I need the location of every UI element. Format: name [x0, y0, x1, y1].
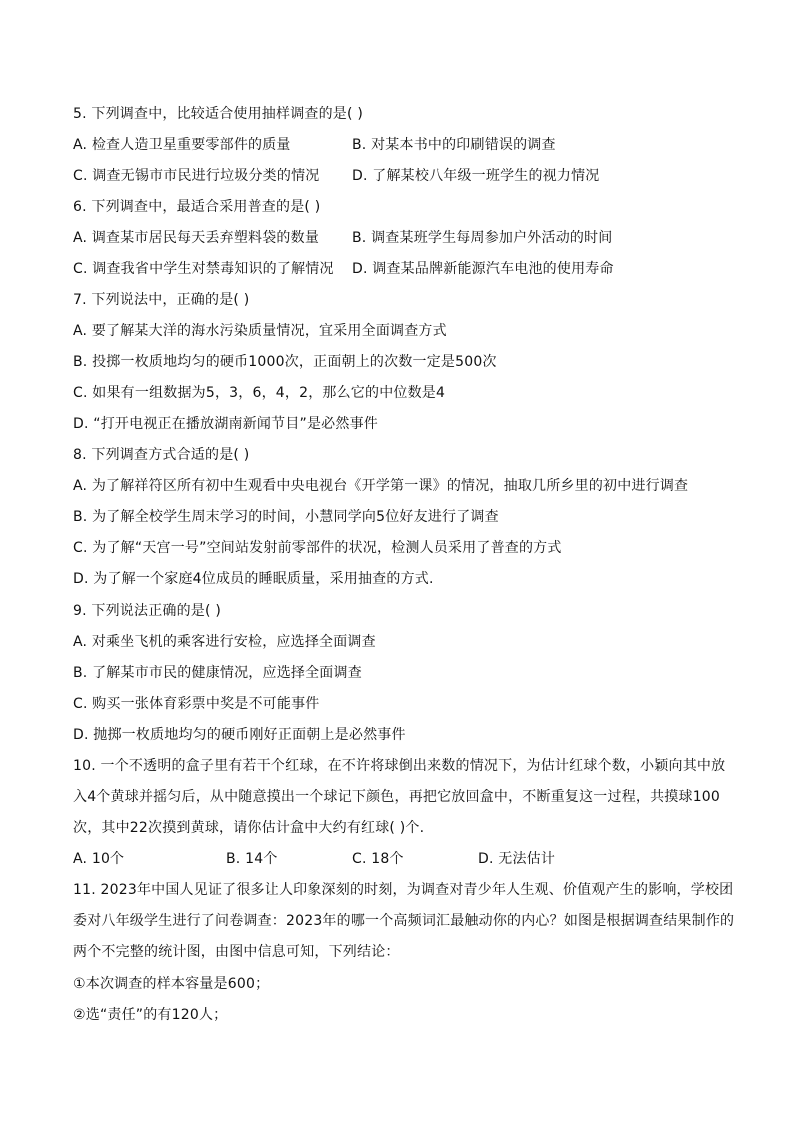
q5-option-a: A. 检查人造卫星重要零部件的质量	[73, 137, 291, 153]
q8-option-c: C. 为了解“天宫一号”空间站发射前零部件的状况，检测人员采用了普查的方式	[73, 540, 562, 556]
q9-option-b: B. 了解某市市民的健康情况，应选择全面调查	[73, 665, 362, 681]
q7-stem: 7. 下列说法中，正确的是( )	[73, 292, 250, 308]
q8-option-b: B. 为了解全校学生周末学习的时间，小慧同学向5位好友进行了调查	[73, 509, 499, 525]
q5-option-d: D. 了解某校八年级一班学生的视力情况	[352, 168, 600, 184]
q8-stem: 8. 下列调查方式合适的是( )	[73, 447, 250, 463]
q11-stem-line-1: 11. 2023年中国人见证了很多让人印象深刻的时刻，为调查对青少年人生观、价值观产生的影响，学校团	[73, 882, 734, 898]
q7-option-d: D. “打开电视正在播放湖南新闻节目”是必然事件	[73, 416, 378, 432]
q5-option-c: C. 调查无锡市市民进行垃圾分类的情况	[73, 168, 320, 184]
q6-option-d: D. 调查某品牌新能源汽车电池的使用寿命	[352, 261, 614, 277]
q8-option-a: A. 为了解祥符区所有初中生观看中央电视台《开学第一课》的情况，抽取几所乡里的初中进行调查	[73, 478, 689, 494]
q7-option-c: C. 如果有一组数据为5，3，6，4，2，那么它的中位数是4	[73, 385, 446, 401]
q11-conclusion-1: ①本次调查的样本容量是600；	[73, 976, 270, 992]
q11-stem-line-2: 委对八年级学生进行了问卷调查：2023年的哪一个高频词汇最触动你的内心？如图是根据调查结果制作的	[73, 913, 735, 929]
q8-option-d: D. 为了解一个家庭4位成员的睡眠质量，采用抽查的方式.	[73, 571, 434, 587]
q10-stem-line-2: 入4个黄球并摇匀后，从中随意摸出一个球记下颜色，再把它放回盒中，不断重复这一过程，共摸球100	[73, 789, 721, 805]
q7-option-b: B. 投掷一枚质地均匀的硬币1000次，正面朝上的次数一定是500次	[73, 354, 497, 370]
q9-option-a: A. 对乘坐飞机的乘客进行安检，应选择全面调查	[73, 634, 376, 650]
q10-stem-line-3: 次，其中22次摸到黄球，请你估计盒中大约有红球( )个.	[73, 820, 425, 836]
q9-option-d: D. 抛掷一枚质地均匀的硬币刚好正面朝上是必然事件	[73, 727, 406, 743]
q5-stem: 5. 下列调查中，比较适合使用抽样调查的是( )	[73, 106, 363, 122]
q6-option-b: B. 调查某班学生每周参加户外活动的时间	[352, 230, 613, 246]
q6-stem: 6. 下列调查中，最适合采用普查的是( )	[73, 199, 321, 215]
q10-option-a: A. 10个	[73, 851, 125, 867]
q7-option-a: A. 要了解某大洋的海水污染质量情况，宜采用全面调查方式	[73, 323, 447, 339]
q10-option-c: C. 18个	[352, 851, 404, 867]
q9-option-c: C. 购买一张体育彩票中奖是不可能事件	[73, 696, 320, 712]
q11-conclusion-2: ②选“责任”的有120人；	[73, 1007, 228, 1023]
q9-stem: 9. 下列说法正确的是( )	[73, 603, 221, 619]
q5-option-b: B. 对某本书中的印刷错误的调查	[352, 137, 556, 153]
q6-option-a: A. 调查某市居民每天丢弃塑料袋的数量	[73, 230, 320, 246]
q6-option-c: C. 调查我省中学生对禁毒知识的了解情况	[73, 261, 334, 277]
q10-option-b: B. 14个	[226, 851, 278, 867]
q10-option-d: D. 无法估计	[478, 851, 556, 867]
q10-stem-line-1: 10. 一个不透明的盒子里有若干个红球，在不许将球倒出来数的情况下，为估计红球个数，小颖向其中放	[73, 758, 726, 774]
q11-stem-line-3: 两个不完整的统计图，由图中信息可知，下列结论：	[73, 944, 400, 960]
